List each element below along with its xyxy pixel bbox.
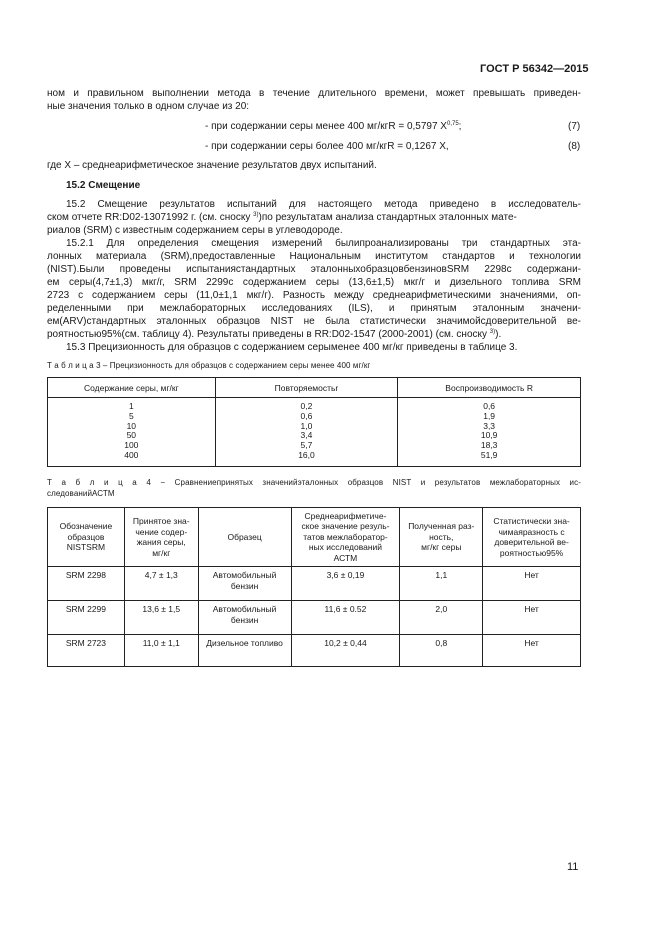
table-3-body-row [48,398,581,467]
table-cell: Нет [483,601,581,635]
equation-7 [205,121,461,132]
table-cell: SRM 2723 [48,635,125,667]
table-cell: SRM 2298 [48,567,125,601]
table-3-header-sulfur: Содержание серы, мг/кг [48,378,216,398]
intro-line-1: ном и правильном выполнении метода в течение длительного времени, может превышать приведен- [47,88,581,99]
equation-7-number: (7) [568,121,581,132]
intro-line-2: ные значения только в одном случае из 20: [47,101,250,112]
table-cell: Нет [483,567,581,601]
para-15-2-line-3: риалов (SRM) с известным содержанием серы в углеводороде. [47,225,343,236]
table-row [48,567,581,601]
table-4-header-designation: Обозначение образцов NISTSRM [48,508,125,567]
para-15-2-1-line-5: 2723 с содержанием серы (11,0±1,1 мкг/г). Разность между среднеарифметическими значениями, оп- [47,290,581,301]
equation-7-exponent: 0,75 [446,121,459,127]
table-cell: 4,7 ± 1,3 [124,567,198,601]
table-cell: 11,6 ± 0.52 [291,601,400,635]
page-number: 11 [567,861,579,873]
table-4-header-difference: Полученная раз- ность, мг/кг серы [400,508,483,567]
para-15-2-1-line-2: лонных материала (SRM),предоставленные Национальным институтом стандартов и технологии [47,251,581,262]
table-4-caption-line-2: следованийАСТМ [47,489,115,498]
table-cell: 1,1 [400,567,483,601]
where-explanation: где X – среднеарифметическое значение результатов двух испытаний. [47,160,377,171]
table-3-header-repeatability: Повторяемостьr [215,378,398,398]
table-3-caption [47,360,370,371]
table-cell: Автомобильный бензин [198,601,291,635]
table-cell: 13,6 ± 1,5 [124,601,198,635]
footnote-ref-2: 3) [489,329,496,335]
table-3 [47,377,581,467]
para-15-2-1-line-4: ем серы(4,7±1,3) мкг/г, SRM 2299с содержанием серы (13,6±1,5) мкг/г и дизельного топлива SRM [47,277,581,288]
para-15-2-line-2 [47,212,581,225]
para-15-3: 15.3 Прецизионность для образцов с содержанием серыменее 400 мг/кг приведены в таблице 3. [66,342,518,353]
equation-7-tail: ; [458,121,462,132]
table-3-header-row [48,378,581,398]
section-title: 15.2 Смещение [66,180,141,191]
table-3-caption-label: Т а б л и ц а [47,361,94,370]
para-15-2-line-2b: )по результатам анализа стандартных эталонных мате- [258,212,517,223]
table-cell: SRM 2299 [48,601,125,635]
footnote-ref: 3) [253,212,259,218]
table-cell: Автомобильный бензин [198,567,291,601]
equation-8: - при содержании серы более 400 мг/кгR = 0,1267 X, [205,141,449,152]
table-4-header-sample: Образец [198,508,291,567]
para-15-2-1-line-3: (NIST).Были проведены испытаниястандартных эталонныхобразцовбензиновSRM 2298с содержани- [47,264,581,275]
para-15-2-line-2a: ском отчете RR:D02-13071992 г. (см. сноску [47,212,254,223]
para-15-2-line-1-text: 15.2 Смещение результатов испытаний для настоящего метода приведено в исследователь- [66,199,581,210]
equation-7-text: - при содержании серы менее 400 мг/кгR = 0,5797 X [205,121,447,132]
table-4-header-ils-mean: Среднеарифметиче- ское значение резуль- татов межлаборатор- ных исследований АСТМ [291,508,400,567]
table-4-header-significance: Статистически зна- чимаяразность с доверительной ве- роятностью95% [483,508,581,567]
table-3-reproducibility-values: 0,6 1,9 3,3 10,9 18,3 51,9 [398,398,581,467]
table-3-header-reproducibility: Воспроизводимость R [398,378,581,398]
table-3-repeatability-values: 0,2 0,6 1,0 3,4 5,7 16,0 [215,398,398,467]
para-15-2-1-line-7: ем(ARV)стандартных эталонных образцов NIST не была статистически значимойсдоверительной ве- [47,316,581,327]
table-cell: 3,6 ± 0,19 [291,567,400,601]
table-3-caption-text: 3 – Прецизионность для образцов с содержанием серы менее 400 мг/кг [96,361,371,370]
table-4-caption-line-1: Т а б л и ц а 4 − Сравнениепринятых значенийэталонных образцов NIST и результатов межлабораторных ис- [47,478,581,487]
table-cell: Дизельное топливо [198,635,291,667]
table-row [48,601,581,635]
para-15-2-1-line-8b: ). [495,329,502,340]
para-15-2-1-line-1: 15.2.1 Для определения смещения измерений былипроанализированы три стандартных эта- [66,238,581,249]
para-15-2-1-line-8 [47,329,581,342]
equation-8-number: (8) [568,141,581,152]
table-3-sulfur-values: 1 5 10 50 100 400 [48,398,216,467]
table-cell: 2,0 [400,601,483,635]
table-4 [47,507,581,667]
table-4-header-row [48,508,581,567]
table-cell: 0,8 [400,635,483,667]
table-cell: Нет [483,635,581,667]
table-cell: 11,0 ± 1,1 [124,635,198,667]
table-4-header-accepted: Принятое зна- чение содер- жания серы, мг/кг [124,508,198,567]
para-15-2-1-line-6: ределенными при межлабораторных исследованиях (ILS), и принятым эталонным значени- [47,303,581,314]
table-cell: 10,2 ± 0,44 [291,635,400,667]
table-row [48,635,581,667]
para-15-2-line-1 [47,199,581,212]
para-15-2-1-line-8a: роятностью95%(см. таблицу 4). Результаты приведены в RR:D02-1547 (2000-2001) (см. сноску [47,329,490,340]
standard-code-header: ГОСТ Р 56342—2015 [480,63,589,75]
